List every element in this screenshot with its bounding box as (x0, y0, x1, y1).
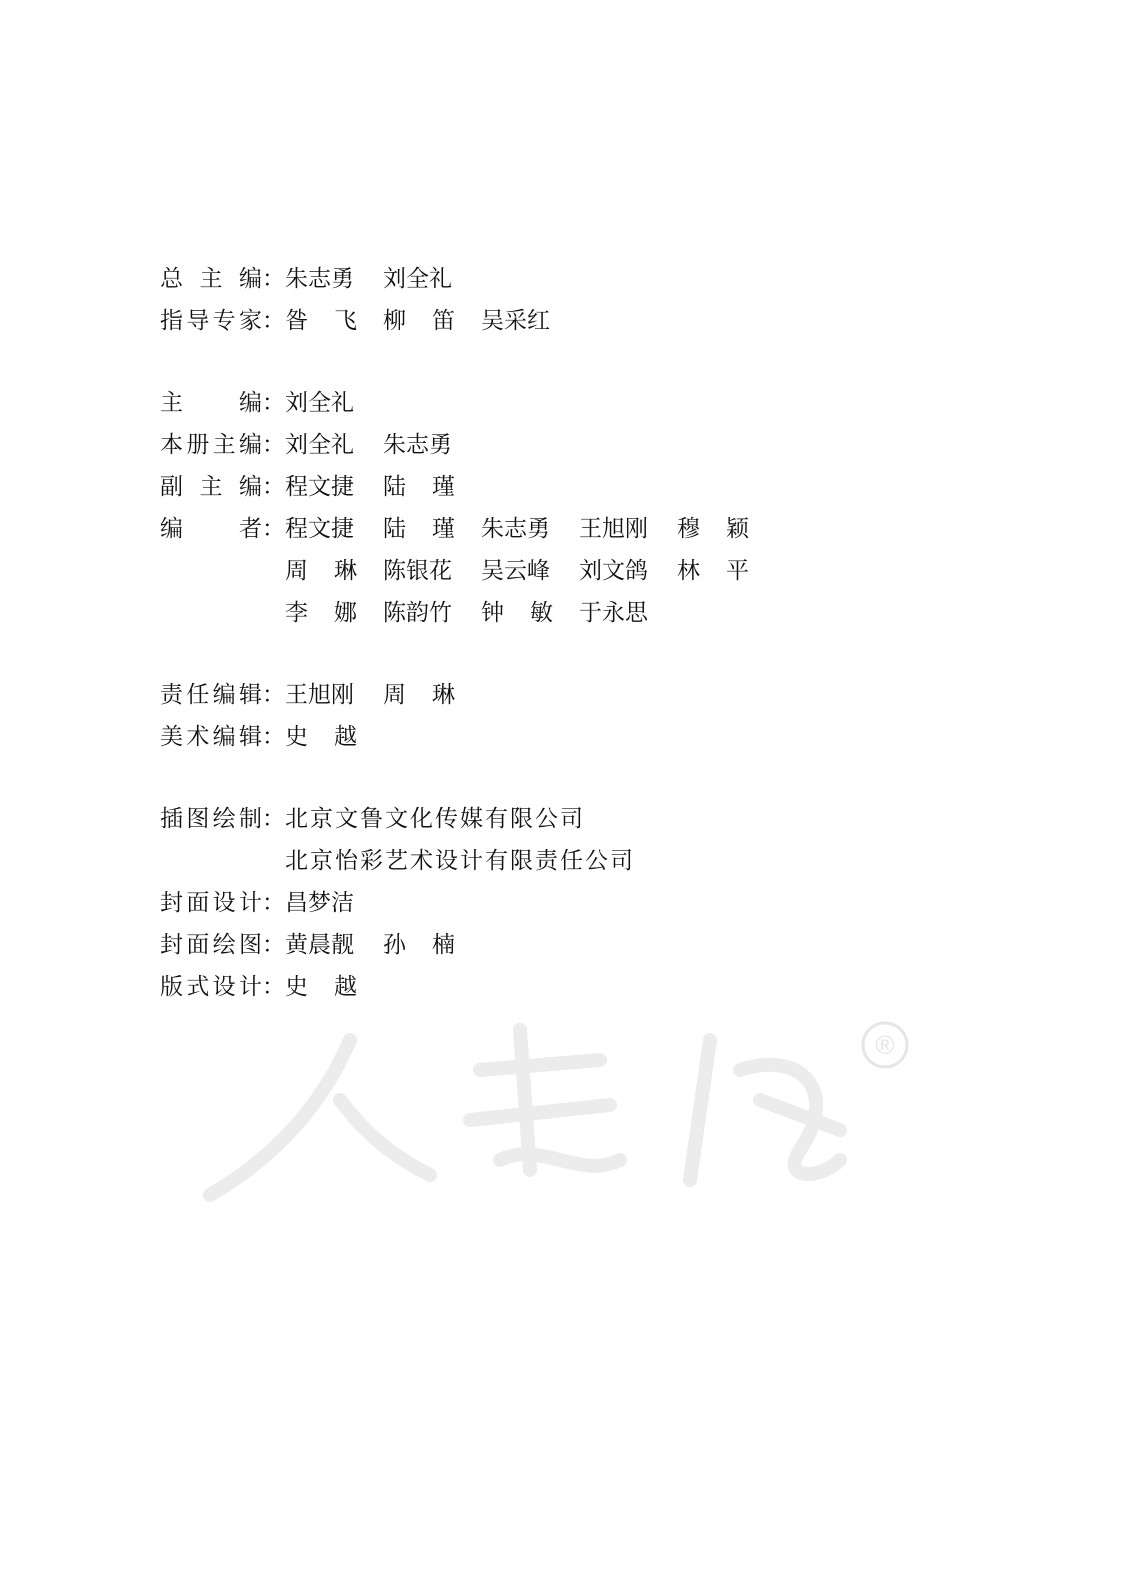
credit-label-text: 版 式 设 计 (160, 974, 262, 1000)
person-name: 周 琳 (285, 558, 357, 584)
credit-names (285, 674, 481, 716)
person-name: 陈韵竹 (383, 600, 452, 626)
credit-row (160, 882, 775, 924)
person-name: 史 越 (285, 974, 357, 1000)
person-name: 孙 楠 (383, 932, 455, 958)
credit-row (160, 508, 775, 550)
person-name: 钟 敏 (481, 600, 553, 626)
person-name: 昌梦洁 (285, 890, 354, 916)
colon: ： (262, 890, 285, 916)
person-name: 朱志勇 (383, 432, 452, 458)
person-name: 北京怡彩艺术设计有限责任公司 (285, 848, 635, 874)
person-name: 柳 笛 (383, 308, 455, 334)
colon: ： (262, 682, 285, 708)
credit-label (160, 466, 285, 508)
credit-label (160, 424, 285, 466)
credit-label-text: 总 主 编 (160, 266, 262, 292)
credit-label-text: 副 主 编 (160, 474, 262, 500)
credit-row (160, 592, 775, 634)
credit-label (160, 674, 285, 716)
credit-names (285, 508, 775, 550)
person-name: 吴采红 (481, 308, 550, 334)
person-name: 黄晨靓 (285, 932, 354, 958)
person-name: 程文捷 (285, 516, 354, 542)
person-name: 程文捷 (285, 474, 354, 500)
credit-label-text: 指 导 专 家 (160, 308, 262, 334)
credit-label (160, 798, 285, 840)
person-name: 史 越 (285, 724, 357, 750)
credit-names (285, 798, 585, 840)
person-name: 于永思 (579, 600, 648, 626)
registered-mark: ® (875, 1030, 895, 1060)
person-name: 林 平 (677, 558, 749, 584)
credit-names (285, 716, 383, 758)
credit-label-text: 封 面 设 计 (160, 890, 262, 916)
person-name: 北京文鲁文化传媒有限公司 (285, 806, 585, 832)
credit-label-text: 本 册 主 编 (160, 432, 262, 458)
credit-row (160, 674, 775, 716)
credit-names (285, 466, 481, 508)
colon: ： (262, 806, 285, 832)
person-name: 吴云峰 (481, 558, 550, 584)
credit-row (160, 798, 775, 840)
person-name: 穆 颖 (677, 516, 749, 542)
credit-label (160, 592, 285, 634)
credit-row (160, 924, 775, 966)
colon: ： (262, 932, 285, 958)
credit-names (285, 424, 481, 466)
credit-label-text: 编 者 (160, 516, 262, 542)
credit-names (285, 300, 579, 342)
colon: ： (262, 266, 285, 292)
credit-row (160, 466, 775, 508)
credit-names (285, 592, 677, 634)
credit-row (160, 424, 775, 466)
credit-names (285, 840, 635, 882)
colon: ： (262, 474, 285, 500)
colon: ： (262, 432, 285, 458)
person-name: 朱志勇 (481, 516, 550, 542)
credit-names (285, 382, 383, 424)
credit-label-text: 主 编 (160, 390, 262, 416)
credit-label (160, 882, 285, 924)
credit-names (285, 882, 383, 924)
colon: ： (262, 516, 285, 542)
person-name: 刘全礼 (383, 266, 452, 292)
credit-label (160, 924, 285, 966)
credit-label (160, 716, 285, 758)
credit-label (160, 300, 285, 342)
credit-row (160, 550, 775, 592)
person-name: 陆 瑾 (383, 516, 455, 542)
credit-label-text: 插 图 绘 制 (160, 806, 262, 832)
person-name: 陆 瑾 (383, 474, 455, 500)
credit-names (285, 924, 481, 966)
credit-row (160, 840, 775, 882)
credit-row (160, 716, 775, 758)
credit-label (160, 258, 285, 300)
person-name: 王旭刚 (579, 516, 648, 542)
person-name: 李 娜 (285, 600, 357, 626)
credit-label (160, 840, 285, 882)
credit-label-text: 封 面 绘 图 (160, 932, 262, 958)
credit-row (160, 300, 775, 342)
credit-label (160, 550, 285, 592)
credits-list (160, 258, 775, 1008)
credit-names (285, 550, 775, 592)
person-name: 刘文鸽 (579, 558, 648, 584)
publisher-watermark (200, 1010, 920, 1210)
colon: ： (262, 390, 285, 416)
person-name: 刘全礼 (285, 390, 354, 416)
credit-label (160, 382, 285, 424)
person-name: 朱志勇 (285, 266, 354, 292)
credit-label (160, 508, 285, 550)
credit-names (285, 966, 383, 1008)
person-name: 刘全礼 (285, 432, 354, 458)
credit-label-text: 责 任 编 辑 (160, 682, 262, 708)
person-name: 周 琳 (383, 682, 455, 708)
person-name: 陈银花 (383, 558, 452, 584)
credit-row (160, 382, 775, 424)
colon: ： (262, 308, 285, 334)
credit-label-text: 美 术 编 辑 (160, 724, 262, 750)
person-name: 昝 飞 (285, 308, 357, 334)
credit-row (160, 258, 775, 300)
person-name: 王旭刚 (285, 682, 354, 708)
credit-row (160, 966, 775, 1008)
colon: ： (262, 724, 285, 750)
credit-names (285, 258, 481, 300)
credit-label (160, 966, 285, 1008)
colon: ： (262, 974, 285, 1000)
